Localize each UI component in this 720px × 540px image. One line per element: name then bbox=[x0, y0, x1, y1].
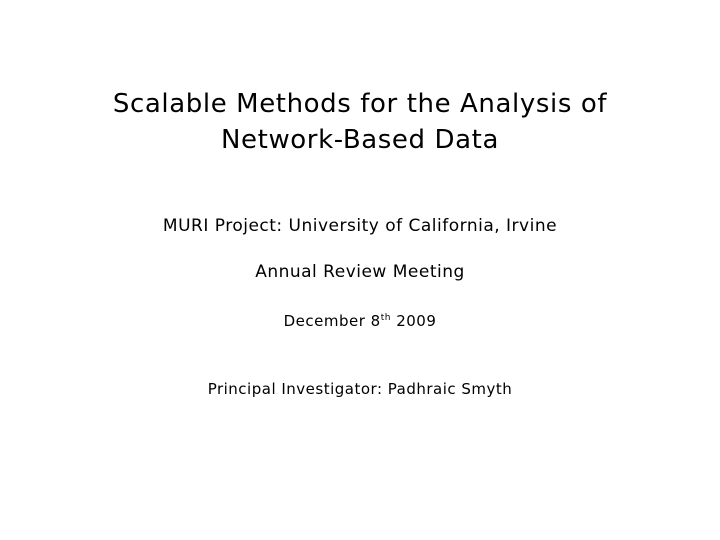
date-year: 2009 bbox=[390, 312, 437, 330]
project-line: MURI Project: University of California, Irvine bbox=[162, 216, 558, 236]
meeting-line: Annual Review Meeting bbox=[255, 262, 465, 282]
title-line-2: Network-Based Data bbox=[221, 125, 499, 155]
date-month-day: December 8 bbox=[283, 312, 381, 330]
date-line bbox=[40, 312, 680, 330]
slide-title bbox=[60, 86, 660, 158]
date-ordinal-suffix: th bbox=[380, 313, 391, 323]
title-line-1: Scalable Methods for the Analysis of bbox=[112, 89, 608, 119]
principal-investigator-line: Principal Investigator: Padhraic Smyth bbox=[207, 380, 513, 398]
